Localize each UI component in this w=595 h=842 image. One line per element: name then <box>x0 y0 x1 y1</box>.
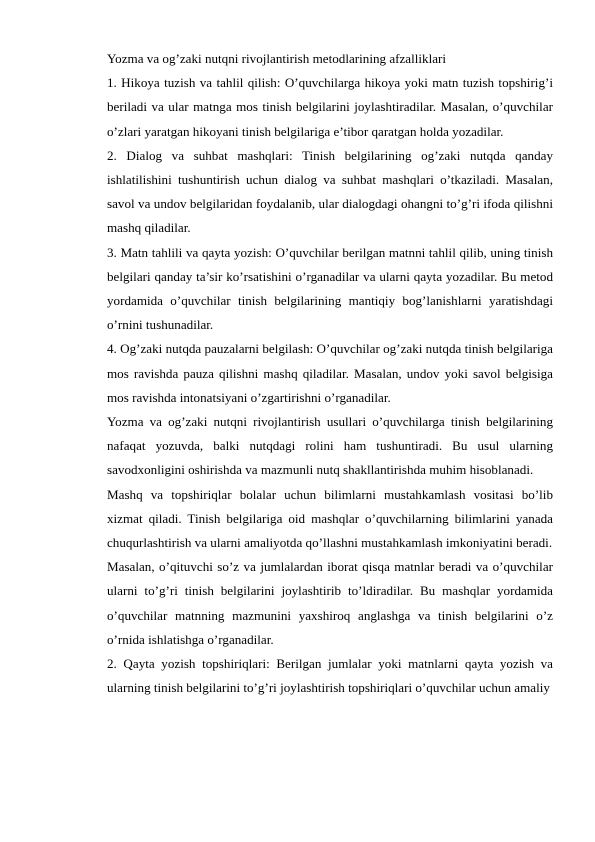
paragraph-example-teacher: Masalan, o’qituvchi so’z va jumlalardan iborat qisqa matnlar beradi va o’quvchilar ularni to’g’ri tinish belgilarini joylashtirib to’ldiradilar. Bu mashqlar yordamida o’quvchilar matnning mazmunini yaxshiroq anglashga va tinish belgilarini o’z o’rnida ishlatishga o’rganadilar. <box>107 559 553 647</box>
paragraph-rewrite-tasks: 2. Qayta yozish topshiriqlari: Berilgan jumlalar yoki matnlarni qayta yozish va ularning tinish belgilarini to’g’ri joylashtirish topshiriqlari o’quvchilar uchun amaliy <box>107 656 553 696</box>
paragraph-pause-marking: 4. Og’zaki nutqda pauzalarni belgilash: O’quvchilar og’zaki nutqda tinish belgilariga mos ravishda pauza qilishni mashq qiladilar. Masalan, undov yoki savol belgisiga mos ravishda intonatsiyani o’zgartirishni o’rganadilar. <box>107 341 553 405</box>
paragraph-exercises-tasks: Mashq va topshiriqlar bolalar uchun bilimlarni mustahkamlash vositasi bo’lib xizmat qiladi. Tinish belgilariga oid mashqlar o’quvchilarning bilimlarini yanada chuqurlashtirish va ularni amaliyotda qo’llashni mustahkamlash imkoniyatini beradi. <box>107 486 553 551</box>
paragraph-text-analysis: 3. Matn tahlili va qayta yozish: O’quvchilar berilgan matnni tahlil qilib, uning tinish belgilari qanday ta’sir ko’rsatishini o’rganadilar va ularni qayta yozadilar. Bu metod yordamida o’quvchilar tinish belgilarining mantiqiy bog’lanishlarni yaratishdagi o’rnini tushunadilar. <box>107 244 553 333</box>
paragraph-story-writing: 1. Hikoya tuzish va tahlil qilish: O’quvchilarga hikoya yoki matn tuzish topshirig’i beriladi va ular matnga mos tinish belgilarini joylashtiradilar. Masalan, o’quvchilar o’zlari yaratgan hikoyani tinish belgilariga e’tibor qaratgan holda yozadilar. <box>107 75 553 139</box>
section-heading: Yozma va og’zaki nutqni rivojlantirish metodlarining afzalliklari <box>107 51 447 66</box>
paragraph-methods-summary: Yozma va og’zaki nutqni rivojlantirish usullari o’quvchilarga tinish belgilarining nafaqat yozuvda, balki nutqdagi rolini ham tushuntiradi. Bu usul ularning savodxonligini oshirishda va mazmunli nutq shakllantirishda muhim hisoblanadi. <box>107 414 553 478</box>
document-body <box>107 47 553 700</box>
paragraph-dialog-exercises: 2. Dialog va suhbat mashqlari: Tinish belgilarining og’zaki nutqda qanday ishlatilishini tushuntirish uchun dialog va suhbat mashqlari o’tkaziladi. Masalan, savol va undov belgilaridan foydalanib, ular dialogdagi ohangni to’g’ri ifoda qilishni mashq qiladilar. <box>107 147 553 236</box>
